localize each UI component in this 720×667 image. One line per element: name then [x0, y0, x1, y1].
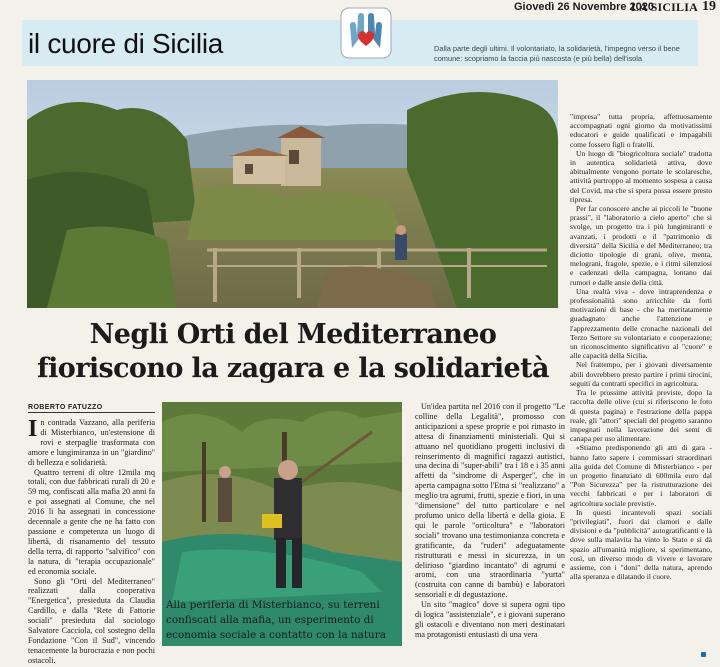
article-column-1 [28, 418, 155, 666]
photo-caption: Alla periferia di Misterbianco, su terreni confiscati alla mafia, un esperimento di economia sociale a contatto con la natura [166, 599, 386, 641]
paragraph: Un'idea partita nel 2016 con il progetto "Le colline della Legalità", promosso con anticipazioni a spese proprie e poi rimasto in attesa di finanziamenti ministeriali. Qui si attuano nel quotidiano progetti inclusivi di reinserimento di magnifici ragazzi autistici, una decina di "super-abili" tra i 18 e i 35 anni affetti da "sindrome di Asperger", che in aperta campagna sotto l'Etna si "realizzano" a meglio tra agrumi, frutti, spezie e fiori, in una "dimensione" del tutto particolare e nel profumo unico della libertà e della gioia. E qui le parole "orticoltura" e "laboratori sociali" trovano una testimonianza concreta e gratificante, da "ruderi" adeguatamente ristrutturati e messi in sicurezza, in un delirioso "giardino incantato" di agrumi e aromi, con una straordinaria "yurta" (costruita con canne di bambù) e laboratori sensoriali e di degustazione. [415, 402, 565, 600]
paragraph: Per far conoscere anche ai piccoli le "buone prassi", il "laboratorio a cielo aperto" che si svolge, un progetto tra i più lungimiranti e avanzati, i prodotti e il "patrimonio di diversità" della Sicilia e del Mediterraneo; tra diciotto tipologie di grani, olive, menta, melograni, fragole, spezie, e i ritmi silenziosi e cadenzati della campagna, lontano dai rumori e dalle ansie della città. [570, 204, 712, 287]
headline [28, 318, 558, 386]
paragraph: "impresa" tutta propria, affettuosamente accompagnati ogni giorno da motivatissimi educatori e guide qualificati e impagabili come fossero figli o fratelli. [570, 112, 712, 149]
paragraph: n contrada Vazzano, alla periferia di Misterbianco, un'estensione di rovi e sterpaglie trasformata con amore e lungimiranza in un "giardino" di bellezza e solidarietà. [28, 418, 155, 467]
paragraph: Sono gli "Orti del Mediterraneo" realizzati dalla cooperativa "Energetica", presieduta da Claudia Cardillo, e dalla "Rete di Fattorie sociali" presieduta dal sociologo Salvatore Cacciola, col sostegno della Fondazione "Con il Sud", vincendo tenacemente la burocrazia e non pochi ostacoli. [28, 576, 155, 665]
paragraph: Tra le prossime attività previste, dopo la raccolta delle olive (cui si riferiscono le foto di questa pagina) e l'estrazione della pappa reale, gli "attori" speciali del progetto saranno impegnati nella lavorazione dei semi di canapa per uso alimentare. [570, 388, 712, 444]
paragraph: Una realtà viva - dove intraprendenza e professionalità sono arricchite da forti motivazioni di base - che ha meritatamente guadagnato anche l'attenzione e l'apprezzamento delle cronache nazionali del Terzo Settore su volontariato e cooperazione; un riconoscimento significativo al "cuore" e alle capacità della Sicilia. [570, 286, 712, 361]
section-title: il cuore di Sicilia [28, 28, 224, 59]
countryside-photo [27, 80, 558, 308]
hands-heart-icon [338, 4, 394, 62]
newspaper-name: LA SICILIA [630, 0, 698, 14]
paragraph: Un sito "magico" dove si supera ogni tipo di logica "assistenziale", e i giovani superano gli ostacoli e diventano non meri destinatari ma protagonisti entusiasti di una vera [415, 600, 565, 639]
byline: ROBERTO FATUZZO [28, 404, 155, 413]
article-column-3 [415, 402, 565, 640]
dropcap: I [28, 416, 38, 442]
headline-line-2: fioriscono la zagara e la solidarietà [37, 353, 549, 384]
paragraph: Quattro terreni di oltre 12mila mq totali, con due fabbricati rurali di 20 e 59 mq, confiscati alla mafia 20 anni fa e poi assegnati al Comune, che nel 2016 li ha assegnati in concessione decennale a gente che ne ha fatto con passione e competenza un luogo di libertà, di risanamento del tessuto della terra, di rapporto "salvifico" con la natura, di "terapia occupazionale" ed economia sociale. [28, 467, 155, 576]
article-column-4 [570, 112, 712, 581]
paragraph: Nel frattempo, per i giovani diversamente abili dovrebbero presto partire i primi tirocini, seguiti da contratti specifici in agricoltura. [570, 360, 712, 388]
page-number: 19 [702, 0, 716, 14]
section-subtitle: Dalla parte degli ultimi. Il volontariato, la solidarietà, l'impegno verso il bene comune: scopriamo la faccia più nascosta (e più bella) dell'isola [434, 44, 680, 63]
headline-line-1: Negli Orti del Mediterraneo [89, 319, 497, 350]
end-marker [701, 652, 706, 657]
paragraph: In questi incantevoli spazi sociali "privilegiati", fuori dai clamori e dalle divisioni e da "pubblicità" autogratificanti e là dove sulla malavita ha vinto lo Stato e si dà spazio all'umanità migliore, si sperimentano, così, un diverso modo di vivere e lavorare assieme, con i "doni" della natura, aprendo alla speranza e dilatando il cuore. [570, 507, 712, 582]
issue-date: Giovedì 26 Novembre 2020 [513, 1, 654, 13]
section-band [22, 20, 698, 66]
paragraph: Un luogo di "biogricoltura sociale" tradotta in autentica solidarietà attiva, dove abitualmente vengono portate le scolaresche, attività purtroppo al momento sospesa a causa del Covid, ma che si spera possa essere presto ripresa. [570, 148, 712, 204]
paragraph: «Stiamo predisponendo gli atti di gara - hanno fatto sapere i commissari straordinari alla guida del Comune di Misterbianco - per un progetto finanziato di 600mila euro dal "Pon Sicurezza" per la ristrutturazione dei vecchi fabbricati e per i laboratori di agricoltura sociale previsti». [570, 443, 712, 508]
